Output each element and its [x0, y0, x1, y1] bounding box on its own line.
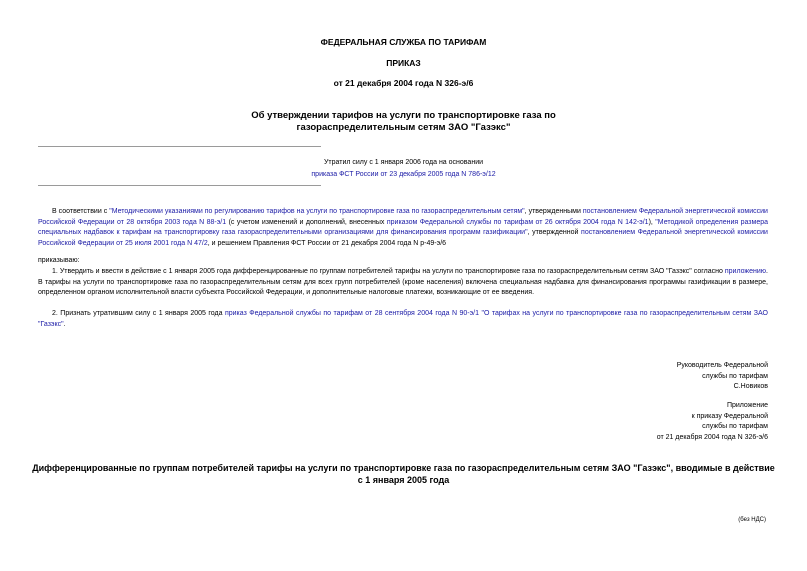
appendix-line-3: службы по тарифам	[702, 423, 768, 431]
status-note	[0, 157, 807, 181]
divider-top	[38, 146, 321, 147]
doc-type-heading: ПРИКАЗ	[386, 58, 421, 68]
appendix-title	[0, 462, 807, 486]
preamble-text: В соответствии с	[52, 208, 110, 215]
link-fst-order-90[interactable]: приказ Федеральной службы по тарифам от 28 сентября 2004 года N 90-э/1 "О тарифах на услуги по транспортировке газа по газораспределительным сетям ЗАО "Газэкс"	[38, 310, 768, 328]
status-note-link[interactable]: приказа ФСТ России от 23 декабря 2005 года N 786-э/12	[311, 171, 496, 178]
agency-heading: ФЕДЕРАЛЬНАЯ СЛУЖБА ПО ТАРИФАМ	[320, 37, 487, 47]
appendix-title-line-1: Дифференцированные по группам потребителей тарифы на услуги по транспортировке газа по газораспределительным сетям ЗАО "Газэкс", вводимые в действие	[32, 463, 775, 473]
link-appendix[interactable]: приложению	[724, 268, 767, 275]
signature-block	[677, 361, 768, 393]
appendix-block	[657, 401, 768, 444]
link-fst-order-142[interactable]: приказом Федеральной службы по тарифам от 26 октября 2004 года N 142-э/1	[386, 218, 649, 226]
item-1-text: 1. Утвердить и ввести в действие с 1 января 2005 года дифференцированные по группам потребителей тарифы на услуги по транспортировке газа по газораспределительным сетям ЗАО "Газэкс" согласно	[52, 268, 725, 275]
signature-line-2: службы по тарифам	[702, 372, 768, 380]
order-item-1	[38, 267, 768, 299]
signature-name: С.Новиков	[733, 383, 768, 391]
preamble-text: ),	[648, 218, 656, 226]
status-note-text: Утратил силу с 1 января 2006 года на основании	[323, 159, 484, 166]
item-2-text: 2. Признать утратившим силу с 1 января 2005 года	[52, 310, 225, 317]
preamble-text: (с учетом изменений и дополнений, внесенных	[226, 218, 387, 226]
preamble-paragraph	[38, 207, 768, 249]
item-1-text: . В тарифы на услуги по транспортировке газа по газораспределительным сетям для всех групп потребителей (кроме населения) включена специальная надбавка для финансирования программы газификации в размере, определенном органом исполнительной власти субъекта Российской Федерации, и дополнительные налоговые платежи, возникающие от ее введения.	[38, 268, 768, 297]
link-fek-resolution-47[interactable]: постановлением Федеральной энергетической комиссии Российской Федерации от 25 июля 2001 года N 47/2	[38, 229, 768, 247]
appendix-title-line-2: с 1 января 2005 года	[357, 475, 450, 485]
doc-title	[0, 110, 807, 134]
preamble-text: , утвержденными	[524, 208, 583, 215]
appendix-line-1: Приложение	[726, 402, 768, 409]
signature-line-1: Руководитель Федеральной	[676, 362, 768, 369]
divider-bottom	[38, 185, 321, 186]
item-2-text: .	[63, 320, 66, 328]
doc-date-number: от 21 декабря 2004 года N 326-э/6	[333, 78, 474, 88]
link-fek-resolution-88[interactable]: постановлением Федеральной энергетической комиссии Российской Федерации от 28 октября 2003 года N 88-э/1	[38, 208, 768, 226]
link-methodical-guidelines[interactable]: "Методическими указаниями по регулированию тарифов на услуги по транспортировке газа по газораспределительным сетям"	[109, 208, 525, 215]
order-word: приказываю:	[38, 257, 80, 264]
preamble-text: , и решением Правления ФСТ России от 21 декабря 2004 года N р-49-э/6	[207, 239, 447, 247]
vat-note: (без НДС)	[738, 517, 766, 523]
doc-title-line-1: Об утверждении тарифов на услуги по транспортировке газа по	[251, 110, 556, 121]
link-methodology-surcharges[interactable]: "Методикой определения размера специальных надбавок к тарифам на транспортировку газа газораспределительными организациями для финансирования программ газификации"	[38, 218, 769, 237]
appendix-line-4: от 21 декабря 2004 года N 326-э/6	[656, 434, 768, 442]
preamble-text: , утвержденной	[527, 229, 582, 237]
order-item-2	[38, 309, 768, 330]
appendix-line-2: к приказу Федеральной	[691, 412, 768, 420]
doc-title-line-2: газораспределительным сетям ЗАО "Газэкс"	[296, 122, 511, 133]
